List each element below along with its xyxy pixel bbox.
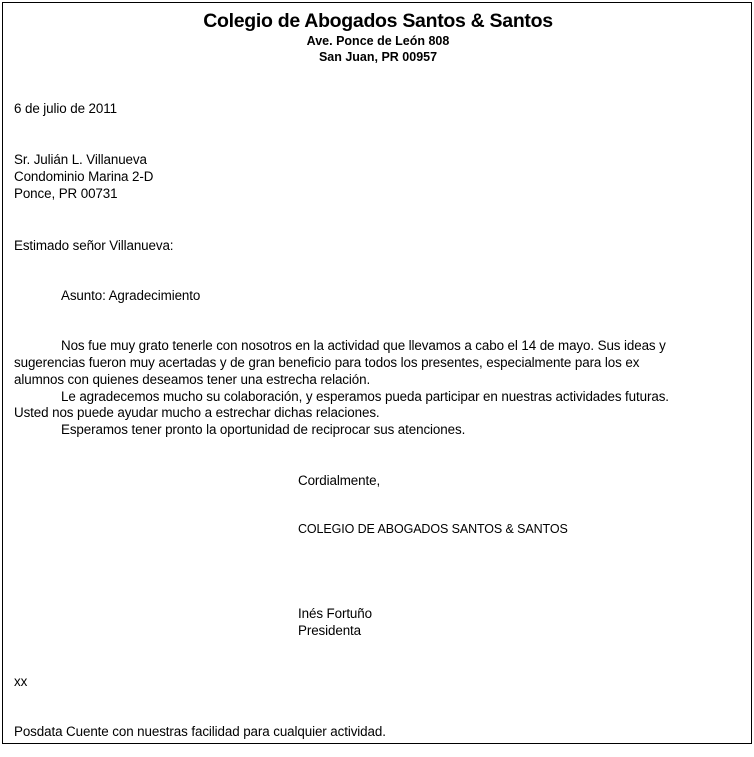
- signer-title: Presidenta: [298, 623, 362, 638]
- body-p3-line1: Esperamos tener pronto la oportunidad de reciprocar sus atenciones.: [61, 422, 466, 437]
- salutation: Estimado señor Villanueva:: [14, 238, 174, 253]
- signer-name: Inés Fortuño: [298, 606, 372, 621]
- postscript: Posdata Cuente con nuestras facilidad para cualquier actividad.: [14, 724, 386, 739]
- body-p1-line3: alumnos con quienes deseamos tener una estrecha relación.: [14, 372, 371, 387]
- body-p1-line2: sugerencias fueron muy acertadas y de gran beneficio para todos los presentes, especialmente para los ex: [14, 355, 640, 370]
- recipient-address-line1: Condominio Marina 2-D: [14, 169, 154, 184]
- letterhead-org-name: Colegio de Abogados Santos & Santos: [203, 10, 553, 32]
- body-p1-line1: Nos fue muy grato tenerle con nosotros en la actividad que llevamos a cabo el 14 de mayo. Sus ideas y: [61, 338, 666, 353]
- letterhead-address-line2: San Juan, PR 00957: [318, 50, 438, 64]
- letter-date: 6 de julio de 2011: [14, 101, 117, 116]
- recipient-address-line2: Ponce, PR 00731: [14, 186, 118, 201]
- body-p2-line2: Usted nos puede ayudar mucho a estrechar dichas relaciones.: [14, 405, 380, 420]
- signature-company: COLEGIO DE ABOGADOS SANTOS & SANTOS: [298, 522, 568, 536]
- letter-page: [2, 2, 752, 744]
- body-p2-line1: Le agradecemos mucho su colaboración, y esperamos pueda participar en nuestras actividades futuras.: [61, 389, 669, 404]
- letterhead-address-line1: Ave. Ponce de León 808: [306, 34, 450, 48]
- closing: Cordialmente,: [298, 473, 381, 488]
- reference-initials: xx: [14, 674, 28, 689]
- subject-line: Asunto: Agradecimiento: [61, 288, 201, 303]
- recipient-name: Sr. Julián L. Villanueva: [14, 152, 147, 167]
